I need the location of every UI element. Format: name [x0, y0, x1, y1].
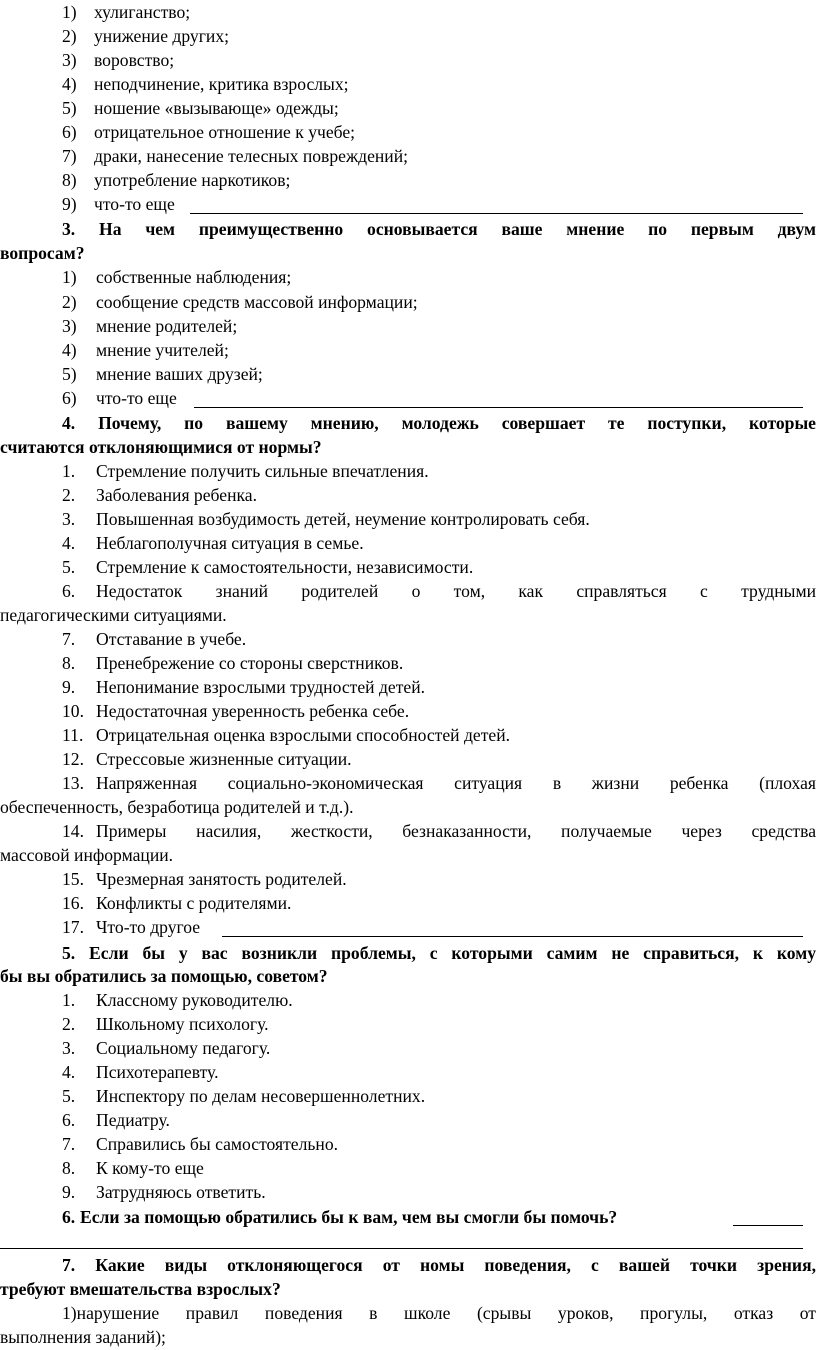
list-item: 3) воровство;: [62, 50, 175, 70]
list-item: 4) мнение учителей;: [62, 340, 229, 360]
answer-line[interactable]: [222, 936, 803, 937]
list-item: 16. Конфликты с родителями.: [62, 893, 292, 913]
list-item: 8. Пренебрежение со стороны сверстников.: [62, 653, 404, 673]
answer-line[interactable]: [190, 213, 803, 214]
list-item: 5. Инспектору по делам несовершеннолетних.: [62, 1086, 426, 1106]
list-item: 4. Неблагополучная ситуация в семье.: [62, 533, 364, 553]
answer-line[interactable]: [0, 1248, 803, 1249]
list-item: 6. Недостаток знаний родителей о том, как справляться с трудными: [62, 581, 816, 601]
list-item: 7. Справились бы самостоятельно.: [62, 1134, 339, 1154]
question-7-heading: 7. Какие виды отклоняющегося от номы поведения, с вашей точки зрения,: [62, 1255, 816, 1275]
list-item: 9. Непонимание взрослыми трудностей детей.: [62, 677, 426, 697]
list-item-cont: массовой информации.: [0, 845, 174, 865]
list-item: 10. Недостаточная уверенность ребенка себе.: [62, 701, 410, 721]
question-7-heading-cont: требуют вмешательства взрослых?: [0, 1279, 281, 1299]
list-item: 7) драки, нанесение телесных повреждений;: [62, 146, 409, 166]
question-4-heading: 4. Почему, по вашему мнению, молодежь совершает те поступки, которые: [62, 413, 816, 433]
list-item: 1. Классному руководителю.: [62, 990, 293, 1010]
answer-line[interactable]: [194, 407, 803, 408]
list-item: 6) отрицательное отношение к учебе;: [62, 122, 356, 142]
list-item: 2. Заболевания ребенка.: [62, 485, 257, 505]
answer-line[interactable]: [733, 1225, 803, 1226]
list-item: 2. Школьному психологу.: [62, 1014, 269, 1034]
list-item-cont: обеспеченность, безработица родителей и т.д.).: [0, 797, 354, 817]
question-3-heading: 3. На чем преимущественно основывается ваше мнение по первым двум: [62, 219, 816, 239]
list-item: 6) что-то еще: [62, 388, 177, 408]
list-item: 5) мнение ваших друзей;: [62, 364, 263, 384]
list-item: 3. Повышенная возбудимость детей, неумение контролировать себя.: [62, 509, 590, 529]
list-item: 12. Стрессовые жизненные ситуации.: [62, 749, 352, 769]
list-item: 8) употребление наркотиков;: [62, 170, 291, 190]
list-item: 15. Чрезмерная занятость родителей.: [62, 869, 347, 889]
question-5-heading: 5. Если бы у вас возникли проблемы, с которыми самим не справиться, к кому: [62, 943, 816, 963]
list-item: 13. Напряженная социально-экономическая ситуация в жизни ребенка (плохая: [62, 773, 816, 793]
list-item: 17. Что-то другое: [62, 917, 201, 937]
list-item: 2) унижение других;: [62, 26, 230, 46]
list-item: 9) что-то еще: [62, 194, 175, 214]
question-3-heading-cont: вопросам?: [0, 243, 85, 263]
list-item: 1) собственные наблюдения;: [62, 267, 292, 287]
list-item: 5) ношение «вызывающе» одежды;: [62, 98, 339, 118]
list-item: 6. Педиатру.: [62, 1110, 170, 1130]
list-item: 11. Отрицательная оценка взрослыми способностей детей.: [62, 725, 511, 745]
list-item: 3) мнение родителей;: [62, 316, 238, 336]
list-item: 4) неподчинение, критика взрослых;: [62, 74, 349, 94]
question-4-heading-cont: считаются отклоняющимися от нормы?: [0, 437, 322, 457]
list-item-cont: педагогическими ситуациями.: [0, 605, 227, 625]
list-item: 14. Примеры насилия, жесткости, безнаказанности, получаемые через средства: [62, 821, 816, 841]
list-item: 1. Стремление получить сильные впечатления.: [62, 461, 429, 481]
list-item: 1) хулиганство;: [62, 2, 191, 22]
list-item: 3. Социальному педагогу.: [62, 1038, 271, 1058]
question-5-heading-cont: бы вы обратились за помощью, советом?: [0, 966, 328, 986]
list-item: 1)нарушение правил поведения в школе (срывы уроков, прогулы, отказ от: [62, 1303, 816, 1323]
list-item: 4. Психотерапевту.: [62, 1062, 219, 1082]
list-item: 5. Стремление к самостоятельности, независимости.: [62, 557, 474, 577]
list-item-cont: выполнения заданий);: [0, 1327, 166, 1347]
list-item: 9. Затрудняюсь ответить.: [62, 1182, 266, 1202]
list-item: 8. К кому-то еще: [62, 1158, 204, 1178]
list-item: 2) сообщение средств массовой информации;: [62, 292, 418, 312]
question-6-heading: 6. Если за помощью обратились бы к вам, чем вы смогли бы помочь?: [62, 1207, 618, 1227]
list-item: 7. Отставание в учебе.: [62, 629, 247, 649]
